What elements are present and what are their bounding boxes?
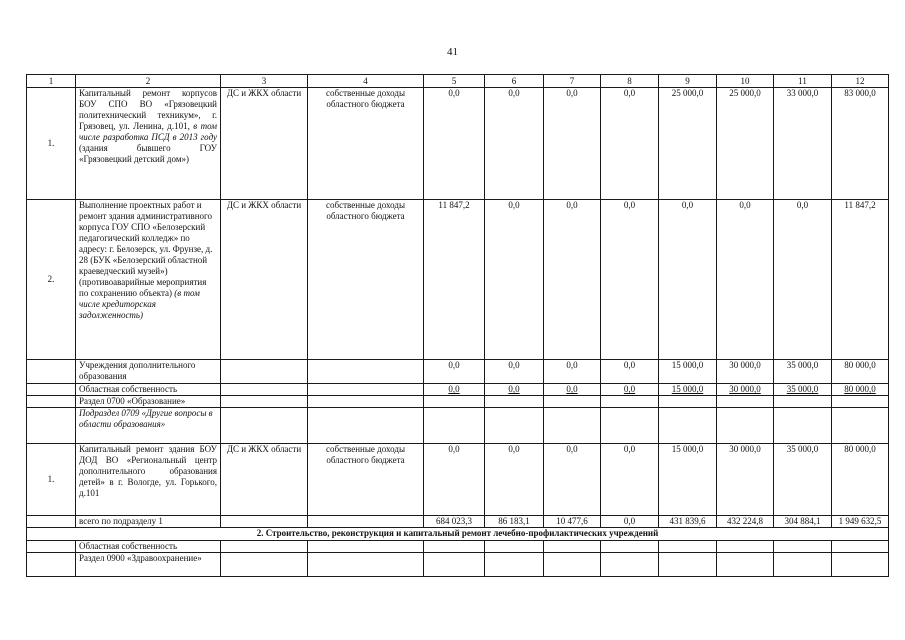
table-row <box>27 541 889 553</box>
row-value-col-10 <box>717 408 774 444</box>
row-description <box>76 360 221 384</box>
row-funding-source: собственные доходы областного бюджета <box>308 88 424 200</box>
row-funding-source <box>308 408 424 444</box>
budget-table <box>26 74 889 577</box>
row-value-col-9 <box>659 396 717 408</box>
col-header-2: 2 <box>76 75 221 88</box>
row-value-col-12: 83 000,0 <box>832 88 889 200</box>
description-italic-part: в том числе разработка ПСД в 2013 году <box>79 121 217 142</box>
row-value-col-6: 0,0 <box>485 384 544 396</box>
row-funding-source: собственные доходы областного бюджета <box>308 444 424 516</box>
row-value-col-12 <box>832 408 889 444</box>
row-value-col-9: 15 000,0 <box>659 384 717 396</box>
row-value-col-5: 0,0 <box>424 444 485 516</box>
col-header-10: 10 <box>717 75 774 88</box>
empty-cell <box>221 553 308 577</box>
row-value-col-6 <box>485 408 544 444</box>
row-value-col-6: 0,0 <box>485 200 544 360</box>
row-number <box>27 516 76 528</box>
row-executor: ДС и ЖКХ области <box>221 444 308 516</box>
row-value-col-7: 0,0 <box>544 360 601 384</box>
empty-cell <box>601 553 659 577</box>
description-part: (здания бывшего ГОУ «Грязовецкий детский дом») <box>79 143 217 164</box>
row-executor <box>221 408 308 444</box>
row-value-col-5: 684 023,3 <box>424 516 485 528</box>
empty-cell <box>221 541 308 553</box>
col-header-4: 4 <box>308 75 424 88</box>
row-value-col-9 <box>659 408 717 444</box>
page-number: 41 <box>447 46 458 58</box>
row-value-col-7: 0,0 <box>544 384 601 396</box>
col-header-9: 9 <box>659 75 717 88</box>
table-row <box>27 553 889 577</box>
row-value-col-5: 0,0 <box>424 360 485 384</box>
empty-cell <box>774 553 832 577</box>
row-value-col-12: 1 949 632,5 <box>832 516 889 528</box>
row-executor <box>221 384 308 396</box>
row-number <box>27 360 76 384</box>
row-description: Областная собственность <box>76 541 221 553</box>
description-part: всего по подразделу 1 <box>79 516 163 526</box>
row-value-col-8: 0,0 <box>601 200 659 360</box>
empty-cell <box>717 541 774 553</box>
description-part: Выполнение проектных работ и ремонт здания административного корпуса ГОУ СПО «Белозерский педагогический колледж» по адресу: г. Белозерск, ул. Фрунзе, д. 28 (БУК «Белозерский областной краеведческий музей») (противоаварийные мероприятия по сохранению объекта) <box>79 200 213 298</box>
empty-cell <box>27 553 76 577</box>
description-part: Капитальный ремонт корпусов БОУ СПО ВО «Грязовецкий политехнический техникум», г. Грязовец, ул. Ленина, д.101, <box>79 88 217 131</box>
row-number <box>27 396 76 408</box>
row-value-col-6: 0,0 <box>485 360 544 384</box>
row-value-col-11: 304 884,1 <box>774 516 832 528</box>
col-header-1: 1 <box>27 75 76 88</box>
row-value-col-7 <box>544 408 601 444</box>
row-number <box>27 408 76 444</box>
row-description <box>76 516 221 528</box>
row-value-col-11: 0,0 <box>774 200 832 360</box>
row-value-col-12 <box>832 396 889 408</box>
col-header-12: 12 <box>832 75 889 88</box>
row-value-col-6 <box>485 396 544 408</box>
row-value-col-12: 11 847,2 <box>832 200 889 360</box>
description-italic-part: (в том числе кредиторская задолженность) <box>79 288 200 320</box>
row-description: Раздел 0900 «Здравоохранение» <box>76 553 221 577</box>
row-value-col-12: 80 000,0 <box>832 384 889 396</box>
description-part: Раздел 0700 «Образование» <box>79 396 186 406</box>
row-value-col-5: 0,0 <box>424 88 485 200</box>
row-value-col-5: 11 847,2 <box>424 200 485 360</box>
row-value-col-10: 30 000,0 <box>717 444 774 516</box>
row-executor <box>221 516 308 528</box>
row-value-col-5 <box>424 396 485 408</box>
row-value-col-8: 0,0 <box>601 384 659 396</box>
empty-cell <box>544 541 601 553</box>
col-header-7: 7 <box>544 75 601 88</box>
empty-cell <box>717 553 774 577</box>
row-description <box>76 200 221 360</box>
row-value-col-11: 35 000,0 <box>774 444 832 516</box>
table-row <box>27 360 889 384</box>
col-header-3: 3 <box>221 75 308 88</box>
empty-cell <box>659 541 717 553</box>
row-value-col-11: 35 000,0 <box>774 360 832 384</box>
row-value-col-10: 30 000,0 <box>717 360 774 384</box>
row-value-col-8: 0,0 <box>601 360 659 384</box>
description-part: Учреждения дополнительного образования <box>79 360 196 381</box>
row-value-col-6: 0,0 <box>485 444 544 516</box>
row-executor: ДС и ЖКХ области <box>221 88 308 200</box>
row-executor <box>221 360 308 384</box>
row-value-col-9: 431 839,6 <box>659 516 717 528</box>
empty-cell <box>27 541 76 553</box>
row-value-col-5 <box>424 408 485 444</box>
row-value-col-12: 80 000,0 <box>832 360 889 384</box>
row-number: 1. <box>27 88 76 200</box>
row-value-col-8: 0,0 <box>601 444 659 516</box>
row-value-col-7 <box>544 396 601 408</box>
row-executor: ДС и ЖКХ области <box>221 200 308 360</box>
row-funding-source <box>308 396 424 408</box>
row-value-col-7: 10 477,6 <box>544 516 601 528</box>
row-funding-source <box>308 360 424 384</box>
row-value-col-6: 86 183,1 <box>485 516 544 528</box>
row-value-col-5: 0,0 <box>424 384 485 396</box>
row-number: 2. <box>27 200 76 360</box>
section-title-row <box>27 528 889 541</box>
col-header-6: 6 <box>485 75 544 88</box>
table-row <box>27 200 889 360</box>
row-description <box>76 88 221 200</box>
empty-cell <box>424 553 485 577</box>
column-number-row <box>27 75 889 88</box>
row-value-col-12: 80 000,0 <box>832 444 889 516</box>
row-value-col-8: 0,0 <box>601 88 659 200</box>
col-header-11: 11 <box>774 75 832 88</box>
row-description <box>76 384 221 396</box>
row-funding-source <box>308 384 424 396</box>
description-part: Капитальный ремонт здания БОУ ДОД ВО «Региональный центр дополнительного образования детей» в г. Вологде, ул. Горького, д.101 <box>79 444 217 498</box>
row-value-col-7: 0,0 <box>544 444 601 516</box>
row-value-col-8 <box>601 408 659 444</box>
table-row <box>27 88 889 200</box>
row-number <box>27 384 76 396</box>
empty-cell <box>544 553 601 577</box>
empty-cell <box>424 541 485 553</box>
row-value-col-11 <box>774 396 832 408</box>
empty-cell <box>832 553 889 577</box>
row-value-col-10: 25 000,0 <box>717 88 774 200</box>
row-value-col-10: 30 000,0 <box>717 384 774 396</box>
row-value-col-10 <box>717 396 774 408</box>
row-value-col-8: 0,0 <box>601 516 659 528</box>
section-title: 2. Строительство, реконструкция и капитальный ремонт лечебно-профилактических учреждений <box>27 528 889 541</box>
table-row <box>27 408 889 444</box>
empty-cell <box>832 541 889 553</box>
row-executor <box>221 396 308 408</box>
row-value-col-7: 0,0 <box>544 88 601 200</box>
description-part: Областная собственность <box>79 384 178 394</box>
row-value-col-11: 33 000,0 <box>774 88 832 200</box>
table-row <box>27 396 889 408</box>
row-description <box>76 408 221 444</box>
row-value-col-10: 432 224,8 <box>717 516 774 528</box>
row-value-col-6: 0,0 <box>485 88 544 200</box>
row-value-col-11: 35 000,0 <box>774 384 832 396</box>
table-body <box>27 75 889 577</box>
row-description <box>76 444 221 516</box>
row-number: 1. <box>27 444 76 516</box>
table-row <box>27 516 889 528</box>
empty-cell <box>308 541 424 553</box>
description-italic-part: Подраздел 0709 «Другие вопросы в области образования» <box>79 408 213 429</box>
row-value-col-8 <box>601 396 659 408</box>
empty-cell <box>774 541 832 553</box>
row-value-col-11 <box>774 408 832 444</box>
row-value-col-9: 25 000,0 <box>659 88 717 200</box>
empty-cell <box>485 541 544 553</box>
row-value-col-10: 0,0 <box>717 200 774 360</box>
col-header-8: 8 <box>601 75 659 88</box>
table-row <box>27 384 889 396</box>
empty-cell <box>659 553 717 577</box>
empty-cell <box>485 553 544 577</box>
table-row <box>27 444 889 516</box>
empty-cell <box>308 553 424 577</box>
row-value-col-9: 15 000,0 <box>659 360 717 384</box>
col-header-5: 5 <box>424 75 485 88</box>
row-value-col-7: 0,0 <box>544 200 601 360</box>
row-description <box>76 396 221 408</box>
row-value-col-9: 15 000,0 <box>659 444 717 516</box>
row-funding-source: собственные доходы областного бюджета <box>308 200 424 360</box>
row-funding-source <box>308 516 424 528</box>
empty-cell <box>601 541 659 553</box>
row-value-col-9: 0,0 <box>659 200 717 360</box>
